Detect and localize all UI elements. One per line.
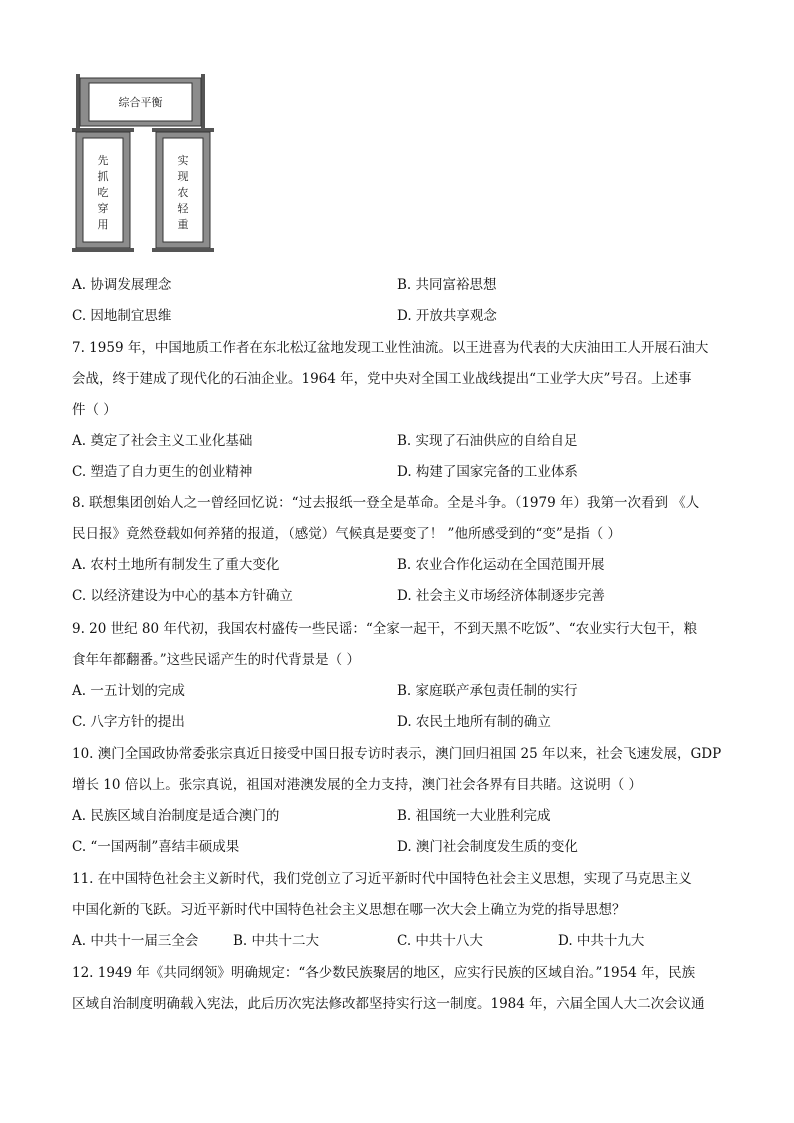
q9-option-a: A. 一五计划的完成 [72, 683, 185, 699]
q11-option-a: A. 中共十一届三全会 [72, 933, 199, 949]
q9-option-d: D. 农民土地所有制的确立 [397, 714, 551, 730]
q7-stem-line-1: 7. 1959 年，中国地质工作者在东北松辽盆地发现工业性油流。以王进喜为代表的大庆油田工人开展石油大 [72, 340, 709, 356]
q10-stem-line-1: 10. 澳门全国政协常委张宗真近日接受中国日报专访时表示，澳门回归祖国 25 年以来，社会飞速发展，GDP [72, 746, 722, 762]
svg-text:用: 用 [97, 218, 109, 231]
q6-option-b: B. 共同富裕思想 [397, 277, 497, 293]
q11-option-d: D. 中共十九大 [558, 933, 645, 949]
q11-stem-line-2: 中国化新的飞跃。习近平新时代中国特色社会主义思想在哪一次大会上确立为党的指导思想？ [72, 902, 626, 918]
q12-stem-line-2: 区域自治制度明确载入宪法，此后历次宪法修改都坚持实行这一制度。1984 年，六届全国人大二次会议通 [72, 996, 705, 1012]
right-scroll-text [178, 154, 190, 231]
q8-option-b: B. 农业合作化运动在全国范围开展 [397, 557, 605, 573]
q11-option-c: C. 中共十八大 [397, 933, 483, 949]
left-scroll-text [98, 153, 109, 231]
q9-option-c: C. 八字方针的提出 [72, 714, 185, 730]
q7-option-b: B. 实现了石油供应的自给自足 [397, 433, 578, 449]
q7-stem-line-3: 件（ ） [72, 402, 117, 418]
q8-option-a: A. 农村土地所有制发生了重大变化 [72, 557, 280, 573]
q10-stem-line-2: 增长 10 倍以上。张宗真说，祖国对港澳发展的全力支持，澳门社会各界有目共睹。这说明（ ） [72, 777, 643, 793]
couplet-illustration [70, 72, 230, 262]
svg-text:抓: 抓 [97, 170, 109, 183]
q10-option-c: C. “一国两制”喜结丰硕成果 [72, 839, 240, 855]
q10-option-b: B. 祖国统一大业胜利完成 [397, 808, 551, 824]
top-banner-text: 综合平衡 [118, 96, 163, 109]
q11-option-b: B. 中共十二大 [233, 933, 320, 949]
q8-option-c: C. 以经济建设为中心的基本方针确立 [72, 588, 293, 604]
q10-option-a: A. 民族区域自治制度是适合澳门的 [72, 808, 280, 824]
svg-text:农: 农 [177, 186, 189, 199]
q6-option-c: C. 因地制宜思维 [72, 308, 172, 324]
svg-text:先: 先 [97, 154, 109, 167]
q9-option-b: B. 家庭联产承包责任制的实行 [397, 683, 578, 699]
q9-stem-line-1: 9. 20 世纪 80 年代初，我国农村盛传一些民谣：“全家一起干，不到天黑不吃饭”、“农业实行大包干，粮 [72, 621, 698, 637]
svg-text:重: 重 [177, 218, 189, 231]
q12-stem-line-1: 12. 1949 年《共同纲领》明确规定：“各少数民族聚居的地区，应实行民族的区域自治。”1954 年，民族 [72, 965, 696, 981]
q8-option-d: D. 社会主义市场经济体制逐步完善 [397, 588, 605, 604]
q10-option-d: D. 澳门社会制度发生质的变化 [397, 839, 578, 855]
q6-option-d: D. 开放共享观念 [397, 308, 497, 324]
q8-stem-line-2: 民日报》竟然登载如何养猪的报道，（感觉）气候真是要变了！ ”他所感受到的“变”是指（ ） [72, 526, 622, 542]
svg-text:穿: 穿 [97, 202, 109, 215]
q11-stem-line-1: 11. 在中国特色社会主义新时代，我们党创立了习近平新时代中国特色社会主义思想，实现了马克思主义 [72, 871, 692, 887]
q8-stem-line-1: 8. 联想集团创始人之一曾经回忆说：“过去报纸一登全是革命。全是斗争。（1979 年）我第一次看到 《人 [72, 495, 700, 511]
q7-option-a: A. 奠定了社会主义工业化基础 [72, 433, 253, 449]
q7-option-d: D. 构建了国家完备的工业体系 [397, 464, 578, 480]
couplet-drawing [70, 72, 230, 262]
q7-stem-line-2: 会战，终于建成了现代化的石油企业。1964 年，党中央对全国工业战线提出“工业学大庆”号召。上述事 [72, 371, 692, 387]
svg-text:现: 现 [177, 170, 189, 183]
svg-text:吃: 吃 [97, 186, 109, 199]
svg-text:实: 实 [177, 154, 189, 167]
q6-option-a: A. 协调发展理念 [72, 277, 172, 293]
q9-stem-line-2: 食年年都翻番。”这些民谣产生的时代背景是（ ） [72, 652, 360, 668]
svg-text:轻: 轻 [177, 202, 189, 215]
q7-option-c: C. 塑造了自力更生的创业精神 [72, 464, 253, 480]
